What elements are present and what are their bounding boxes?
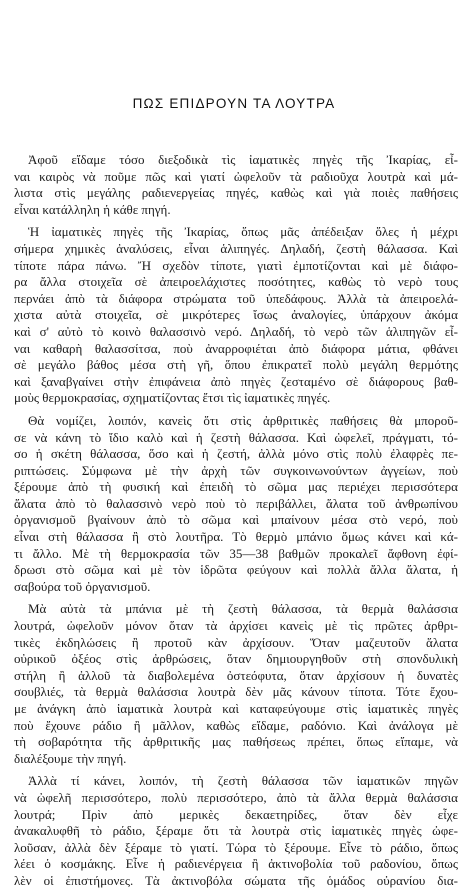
text-line: σαβούρα τοῦ ὀργανισμοῦ. <box>14 578 151 594</box>
paragraph <box>14 601 458 767</box>
text-line: λουτρά; Πρὶν ἀπὸ μερικὲς δεκαετηρίδες, ὅταν δὲν εἶχε <box>14 806 458 822</box>
text-line: λὲν οἱ ἐπιστήμονες. Τὰ ἀκτινοβόλα σώματα τῆς ὁμάδος οὐρανίου δια- <box>14 872 458 888</box>
text-line: σὲ μεγάλο βάθος μέσα στὴ γῆ, ὅπου ἐπικρατεῖ πολὺ μεγάλη θερμότης <box>14 357 458 373</box>
text-line: ριπτώσεις. Σύμφωνα μὲ τὴν ἀρχὴ τῶν συγκοινωνούντων ἀγγείων, ποὺ <box>14 462 458 478</box>
text-line: λιστα στὶς μεγάλης ραδιενεργείας πηγές, καθὼς καὶ γιὰ ποιὲς παθήσεις <box>14 185 458 201</box>
text-line: στήλη ἢ ἀλλοῦ τὰ διαβολεμένα ὀστεόφυτα, ὅταν ἀρχίσουν ἡ δυνατὲς <box>14 667 458 683</box>
text-line: τὴ σοβαρότητα τῆς ἀρθριτικῆς μας παθήσεως πρέπει, ὅπως εἴπαμε, νὰ <box>14 734 458 750</box>
text-line: Μὰ αὐτὰ τὰ μπάνια μὲ τὴ ζεστὴ θάλασσα, τὰ θερμὰ θαλάσσια <box>28 601 458 617</box>
text-line: περνάει ἀπὸ τὰ διάφορα στρώματα τοῦ ὑπεδάφους. Ἀλλὰ τὰ ἀπειροελά- <box>14 290 458 306</box>
text-line: λέει ὁ κοσμάκης. Εἶνε ἡ ραδιενέργεια ἢ ἀκτινοβολία τοῦ ραδονίου, ὅπως <box>14 856 458 872</box>
text-line: με ἀνάγκη ἀπὸ ἰαματικὰ λουτρὰ καὶ καταφεύγουμε στὶς ἰαματικὲς πηγὲς <box>14 701 458 716</box>
text-line: ὀργανισμοῦ βγαίνουν ἀπὸ τὸ σῶμα καὶ μπαίνουν μέσα στὸ νερό, ποὺ <box>14 512 458 528</box>
paragraph <box>14 413 458 596</box>
text-line: Θὰ νομίζει, λοιπόν, κανεὶς ὅτι στὶς ἀρθριτικὲς παθήσεις θὰ μποροῦ- <box>28 412 458 428</box>
text-line: Ἀφοῦ εἴδαμε τόσο διεξοδικὰ τὶς ἰαματικὲς πηγὲς τῆς Ἰκαρίας, εἶ- <box>28 152 458 167</box>
text-line: ἀνακαλυφθῆ τὸ ράδιο, ξέραμε ὅτι τὰ λουτρὰ στὶς ἰαματικὲς πηγὲς ὠφε- <box>14 823 458 839</box>
text-line: λουτρά, ὠφελοῦν μόνον ὅταν τὰ ἀρχίσει κανεὶς μὲ τὶς πρῶτες ἀρθρι- <box>14 618 458 634</box>
paragraph <box>14 152 458 218</box>
text-line: μοὺς θερμοκρασίας, σχηματίζοντας ἔτσι τὶς ἰαματικὲς πηγές. <box>14 390 331 406</box>
text-line: εἶναι στὴ θάλασσα ἢ στὸ λουτῆρα. Τὸ θερμὸ μπάνιο ὅμως κάνει καὶ κά- <box>14 529 458 545</box>
text-line: σε νὰ κάνη τὸ ἴδιο καλὸ καὶ ἡ ζεστὴ θάλασσα. Καὶ ὠφελεῖ, πράγματι, τό- <box>14 429 458 445</box>
text-line: νὰ ὠφελῆ περισσότερο, πολὺ περισσότερο, ἀπὸ τὰ ἄλλα θερμὰ θαλάσσια <box>14 789 458 805</box>
text-line: χιστα αὐτὰ στοιχεῖα, σὲ μικρότερες ἴσως ἀναλογίες, ὑπάρχουν ἀκόμα <box>14 307 458 323</box>
text-line: Ἀλλὰ τί κάνει, λοιπόν, τὴ ζεστὴ θάλασσα τῶν ἰαματικῶν πηγῶν <box>28 773 458 789</box>
text-line: λοῦσαν, ἀλλὰ δὲν ξέραμε τὸ γιατί. Τώρα τὸ ξέρουμε. Εἶνε τὸ ράδιο, ὅπως <box>14 839 458 855</box>
text-line: ποὺ ἔχουνε ράδιο ἢ μᾶλλον, καθὼς εἴδαμε, ραδόνιο. Καὶ ἀνάλογα μὲ <box>14 717 458 733</box>
text-line: τίποτε πάρα πάνω. Ἤ σχεδὸν τίποτε, γιατὶ ἐμποτίζονται καὶ μὲ διάφο- <box>14 257 458 273</box>
text-line: σο ἡ σκέτη θάλασσα, ὅσο καὶ ἡ ζεστή, ἀλλὰ μόνο στὶς πολὺ ἐλαφρὲς πε- <box>14 446 458 462</box>
text-line: ἅλατα ἀπὸ τὸ θαλασσινὸ νερὸ ποὺ τὸ περιβάλλει, ἅλατα τοῦ ἀνθρωπίνου <box>14 495 458 511</box>
chapter-title: ΠΩΣ ΕΠΙΔΡΟΥΝ ΤΑ ΛΟΥΤΡΑ <box>132 96 336 111</box>
text-line: τικὲς ἐκδηλώσεις ἢ προτοῦ κὰν ἀρχίσουν. Ὅταν μαζευτοῦν ἅλατα <box>14 634 458 650</box>
text-line: διαλέξουμε τὴν πηγή. <box>14 750 127 766</box>
text-line: τι ἄλλο. Μὲ τὴ θερμοκρασία τῶν 35—38 βαθμῶν προκαλεῖ ἄφθονη ἐφί- <box>14 545 458 561</box>
body-text <box>14 152 458 890</box>
text-line: ξέρουμε ἀπὸ τὴ φυσική καὶ ἐπειδὴ τὸ σῶμα μας περιέχει περισσότερα <box>14 479 458 495</box>
text-line: σουβλιές, τὰ θερμὰ θαλάσσια λουτρὰ δὲν μᾶς κάνουν τίποτα. Τότε ἔχου- <box>14 684 458 700</box>
text-line: ναι καθαρὴ θαλασσίτσα, ποὺ ἀναρροφιέται ἀπὸ διάφορα μάτια, φθάνει <box>14 340 458 356</box>
text-line: ρα ἄλλα στοιχεῖα σὲ ἀπειροελάχιστες ποσότητες, καθὼς τὸ νερὸ τους <box>14 274 458 290</box>
text-line: δρωσι στὸ σῶμα καὶ μὲ τὸν ἱδρῶτα φεύγουν καὶ πολλὰ ἄλλα ἅλατα, ἡ <box>14 562 458 578</box>
text-line: Ἡ ἰαματικὲς πηγὲς τῆς Ἰκαρίας, ὅπως μᾶς ἀπέδειξαν ὅλες ἡ μέχρι <box>28 224 458 240</box>
paragraph <box>14 773 458 889</box>
text-line: ναι καιρὸς νὰ ποῦμε πῶς καὶ γιατί ὠφελοῦν τὰ ραδιοῦχα λουτρὰ καὶ μά- <box>14 168 458 184</box>
text-line: εἶναι κατάλληλη ἡ κάθε πηγή. <box>14 201 171 217</box>
text-line: οὐρικοῦ ὀξέος στὶς ἀρθρώσεις, ὅταν δημιουργηθοῦν στὴ σπονδυλικὴ <box>14 651 458 667</box>
text-line: σήμερα χημικὲς ἀναλύσεις, εἶναι ἁλιπηγές. Δηλαδή, ζεστὴ θάλασσα. Καὶ <box>14 240 458 256</box>
paragraph <box>14 224 458 407</box>
text-line: καὶ σ' αὐτὸ τὸ κοινὸ θαλασσινὸ νερό. Δηλαδή, τὸ νερὸ τῶν ἁλιπηγῶν εἶ- <box>14 323 458 339</box>
text-line: καὶ ξαναβγαίνει στὴν ἐπιφάνεια ἀπὸ πηγὲς ζεσταμένο σὲ διάφορους βαθ- <box>14 373 458 389</box>
